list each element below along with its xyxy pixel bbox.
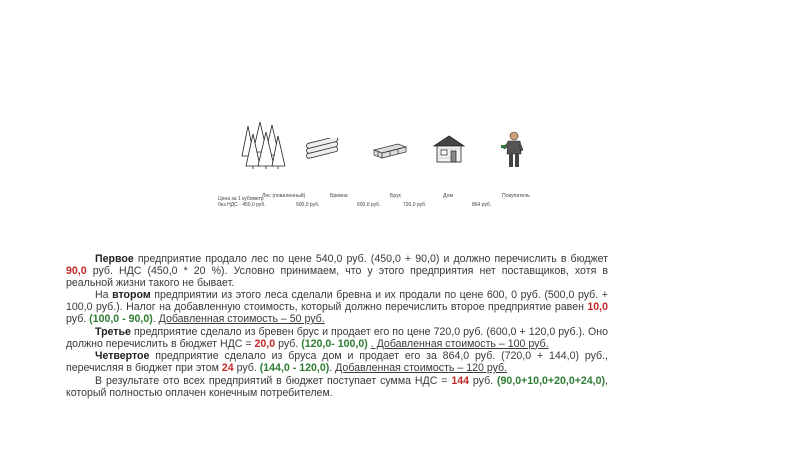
label-house: Дом: [443, 193, 454, 199]
p3-added-value: . Добавленная стоимость – 100 руб.: [370, 337, 549, 350]
label-forest: Лес (поваленный): [262, 193, 306, 199]
p4-text2: руб.: [233, 362, 260, 375]
paragraph-first: [66, 254, 608, 289]
p2-text0: На: [95, 289, 113, 302]
price-timber: 600,0 руб.: [357, 202, 381, 208]
price-house: 720,0 руб.: [403, 202, 427, 208]
label-timber: Брус: [390, 193, 402, 199]
explanation-text: [66, 254, 608, 401]
paragraph-result: [66, 376, 608, 400]
p4-text1: предприятие сделало из бруса дом и продает его за 864,0 руб. (720,0 + 144,0) руб., перечисляя в бюджет при этом: [66, 350, 608, 375]
p5-text3: , который полностью оплачен конечным потребителем.: [66, 374, 608, 399]
p5-total-vat: 144: [451, 374, 469, 387]
paragraph-third: [66, 327, 608, 351]
person-icon: [500, 130, 526, 170]
house-icon: [432, 134, 466, 164]
p2-text2: руб.: [66, 312, 90, 325]
label-logs: Бревна: [330, 193, 348, 199]
p4-added-value: Добавленная стоимость – 120 руб.: [335, 362, 508, 375]
price-buyer: 864 руб.: [472, 202, 492, 208]
p2-calc: (100,0 - 90,0): [89, 312, 153, 325]
p4-calc: (144,0 - 120,0): [259, 362, 330, 375]
paragraph-fourth: [66, 351, 608, 375]
p3-text2: руб.: [275, 337, 302, 350]
first-bold: Первое: [95, 253, 134, 265]
price-note-line2: без НДС - 450,0 руб.: [218, 202, 266, 208]
price-note-line1: Цена за 1 кубометр: [218, 196, 264, 202]
trees-icon: [240, 122, 286, 170]
second-bold: втором: [112, 289, 151, 302]
supply-chain-diagram: [0, 0, 800, 220]
third-bold: Третье: [95, 325, 131, 338]
p3-calc: (120,0- 100,0): [301, 337, 368, 350]
p5-text2: руб.: [469, 374, 497, 387]
fourth-bold: Четвертое: [95, 350, 150, 363]
p1-text2: руб. НДС (450,0 * 20 %). Условно принимаем, что у этого предприятия нет поставщиков, хотя в реальной жизни такого не бывает.: [66, 264, 608, 289]
paragraph-second: [66, 290, 608, 325]
p2-text3: .: [152, 312, 159, 325]
lumber-icon: [372, 138, 408, 160]
p2-vat: 10,0: [587, 301, 608, 314]
p1-text1: предприятие продало лес по цене 540,0 руб. (450,0 + 90,0) и должно перечислить в бюджет: [133, 253, 608, 265]
p5-calc: (90,0+10,0+20,0+24,0): [496, 374, 606, 387]
p2-added-value: Добавленная стоимость – 50 руб.: [158, 312, 325, 325]
logs-icon: [302, 138, 342, 160]
p3-vat: 20,0: [254, 337, 276, 350]
p4-text3: .: [329, 362, 336, 375]
price-logs: 500,0 руб.: [296, 202, 320, 208]
p1-vat: 90,0: [66, 264, 87, 277]
p5-text1: В результате ото всех предприятий в бюджет поступает сумма НДС =: [95, 374, 452, 387]
label-buyer: Покупатель: [502, 193, 530, 199]
p3-text1: предприятие сделало из бревен брус и продает его по цене 720,0 руб. (600,0 + 120,0 руб.). Оно должно перечислить в бюджет НДС =: [66, 325, 608, 350]
p4-vat: 24: [221, 362, 234, 375]
p2-text1: предприятии из этого леса сделали бревна и их продали по цене 600, 0 руб. (500,0 руб. + 100,0 руб.). Налог на добавленную стоимость, который должно перечислить второе предприятие равен: [66, 289, 608, 314]
